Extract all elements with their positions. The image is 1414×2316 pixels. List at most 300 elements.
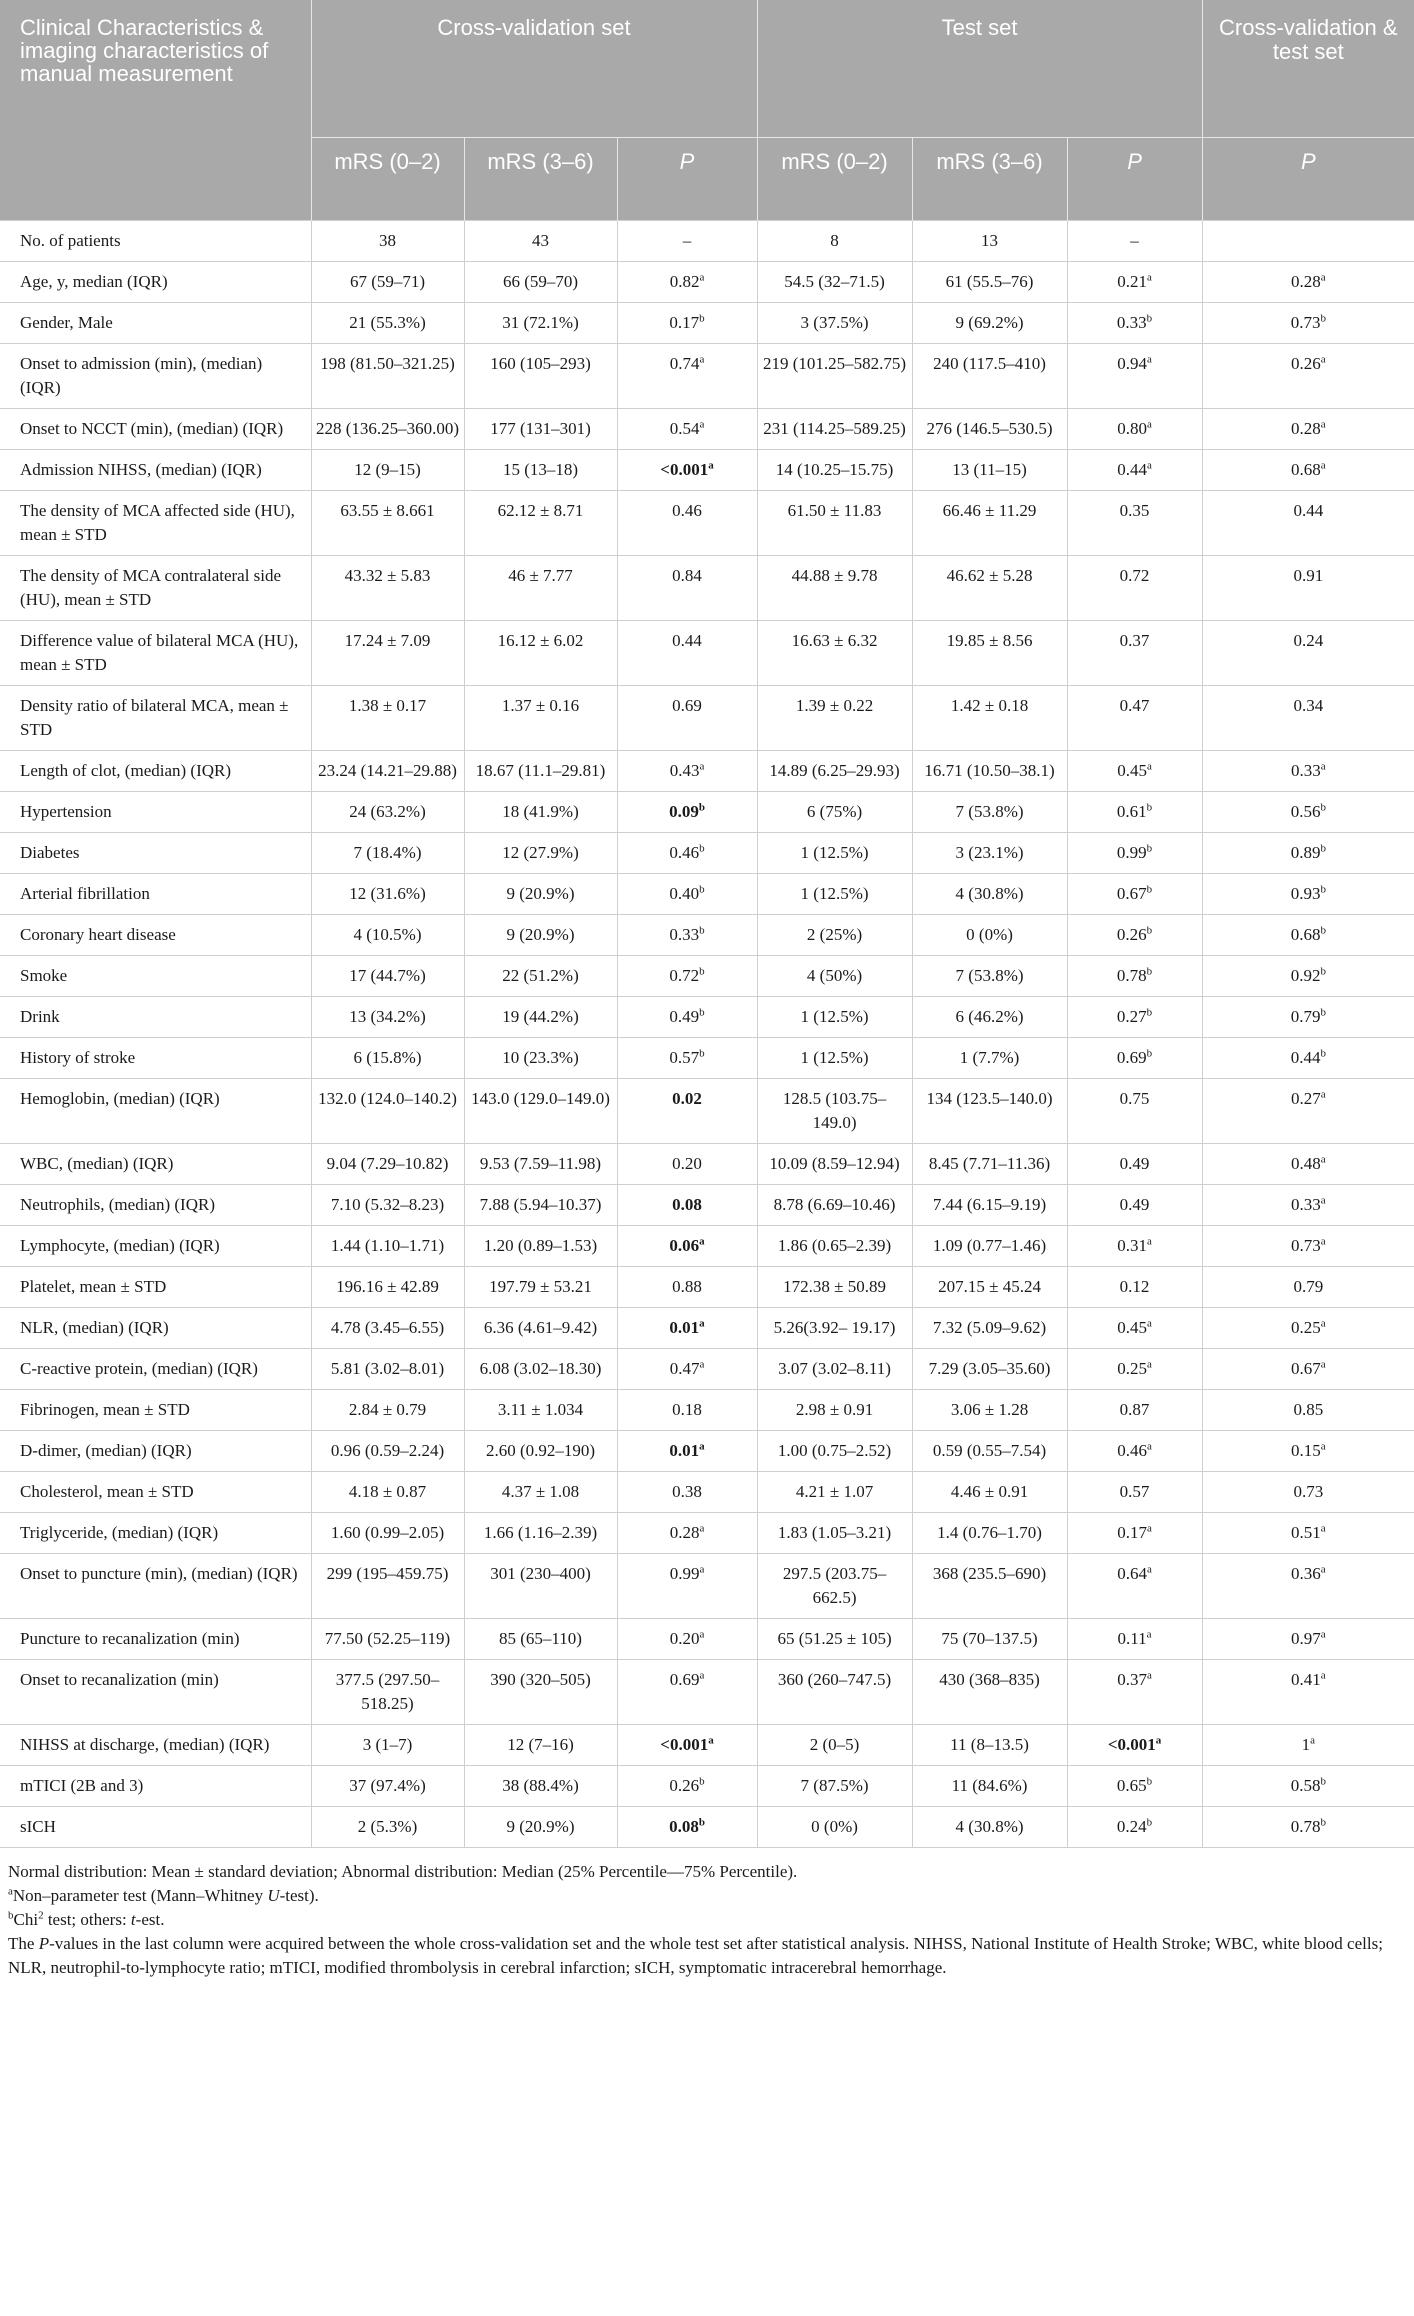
test-mrs-poor-cell: 0.59 (0.55–7.54) [912, 1431, 1067, 1472]
cv-p-cell: 0.38 [617, 1472, 757, 1513]
table-row [0, 1038, 1414, 1079]
test-mrs-poor-cell: 66.46 ± 11.29 [912, 491, 1067, 556]
test-mrs-good-cell: 14.89 (6.25–29.93) [757, 751, 912, 792]
test-p-cell: 0.44$^a$ [1067, 450, 1202, 491]
row-label: Gender, Male [0, 303, 311, 344]
table-row [0, 262, 1414, 303]
test-p-cell: 0.75 [1067, 1079, 1202, 1144]
test-mrs-poor-cell: 276 (146.5–530.5) [912, 409, 1067, 450]
test-mrs-poor-cell: 8.45 (7.71–11.36) [912, 1144, 1067, 1185]
test-mrs-good-cell: 7 (87.5%) [757, 1766, 912, 1807]
cv-p-cell: 0.43$^a$ [617, 751, 757, 792]
cv-p-cell: 0.02 [617, 1079, 757, 1144]
row-label: Smoke [0, 956, 311, 997]
header-cross-validation-set: Cross-validation set [311, 0, 757, 138]
test-p-cell: 0.21$^a$ [1067, 262, 1202, 303]
cv-mrs-good-cell: 377.5 (297.50– 518.25) [311, 1660, 464, 1725]
table-row [0, 1619, 1414, 1660]
test-p-cell: 0.87 [1067, 1390, 1202, 1431]
test-mrs-good-cell: 0 (0%) [757, 1807, 912, 1848]
row-label: Neutrophils, (median) (IQR) [0, 1185, 311, 1226]
test-p-cell: 0.25$^a$ [1067, 1349, 1202, 1390]
cv-p-cell: 0.99$^a$ [617, 1554, 757, 1619]
test-mrs-good-cell: 1 (12.5%) [757, 874, 912, 915]
all-p-cell: 0.26$^a$ [1202, 344, 1414, 409]
row-label: Diabetes [0, 833, 311, 874]
test-p-cell: – [1067, 221, 1202, 262]
cv-mrs-poor-cell: 43 [464, 221, 617, 262]
cv-mrs-poor-cell: 12 (27.9%) [464, 833, 617, 874]
header-cv-p: P [617, 138, 757, 221]
cv-mrs-poor-cell: 9.53 (7.59–11.98) [464, 1144, 617, 1185]
cv-mrs-poor-cell: 1.37 ± 0.16 [464, 686, 617, 751]
cv-mrs-poor-cell: 4.37 ± 1.08 [464, 1472, 617, 1513]
row-label: Coronary heart disease [0, 915, 311, 956]
cv-mrs-poor-cell: 3.11 ± 1.034 [464, 1390, 617, 1431]
test-mrs-good-cell: 54.5 (32–71.5) [757, 262, 912, 303]
test-mrs-good-cell: 10.09 (8.59–12.94) [757, 1144, 912, 1185]
all-p-cell: 0.56$^b$ [1202, 792, 1414, 833]
cv-p-cell: 0.09$^b$ [617, 792, 757, 833]
test-p-cell: 0.47 [1067, 686, 1202, 751]
table-row [0, 1660, 1414, 1725]
test-p-cell: 0.11$^a$ [1067, 1619, 1202, 1660]
all-p-cell: 0.15$^a$ [1202, 1431, 1414, 1472]
cv-p-cell: 0.06$^a$ [617, 1226, 757, 1267]
cv-mrs-poor-cell: 6.36 (4.61–9.42) [464, 1308, 617, 1349]
test-p-cell: 0.49 [1067, 1144, 1202, 1185]
all-p-cell: 0.58$^b$ [1202, 1766, 1414, 1807]
test-mrs-good-cell: 231 (114.25–589.25) [757, 409, 912, 450]
cv-mrs-good-cell: 1.44 (1.10–1.71) [311, 1226, 464, 1267]
test-mrs-poor-cell: 7 (53.8%) [912, 956, 1067, 997]
test-mrs-good-cell: 1 (12.5%) [757, 997, 912, 1038]
test-mrs-good-cell: 44.88 ± 9.78 [757, 556, 912, 621]
test-mrs-good-cell: 1.39 ± 0.22 [757, 686, 912, 751]
row-label: Puncture to recanalization (min) [0, 1619, 311, 1660]
cv-mrs-good-cell: 5.81 (3.02–8.01) [311, 1349, 464, 1390]
cv-mrs-good-cell: 13 (34.2%) [311, 997, 464, 1038]
all-p-cell: 0.28$^a$ [1202, 262, 1414, 303]
table-row [0, 621, 1414, 686]
cv-mrs-poor-cell: 31 (72.1%) [464, 303, 617, 344]
table-footnotes [0, 1848, 1414, 1980]
test-p-cell: 0.65$^b$ [1067, 1766, 1202, 1807]
all-p-cell: 0.36$^a$ [1202, 1554, 1414, 1619]
cv-mrs-good-cell: 1.38 ± 0.17 [311, 686, 464, 751]
table-header [0, 0, 1414, 221]
cv-mrs-poor-cell: 6.08 (3.02–18.30) [464, 1349, 617, 1390]
cv-mrs-poor-cell: 177 (131–301) [464, 409, 617, 450]
test-mrs-good-cell: 14 (10.25–15.75) [757, 450, 912, 491]
table-row [0, 792, 1414, 833]
row-label: Onset to puncture (min), (median) (IQR) [0, 1554, 311, 1619]
cv-p-cell: 0.54$^a$ [617, 409, 757, 450]
test-mrs-good-cell: 2.98 ± 0.91 [757, 1390, 912, 1431]
cv-mrs-good-cell: 77.50 (52.25–119) [311, 1619, 464, 1660]
test-mrs-good-cell: 1 (12.5%) [757, 833, 912, 874]
cv-mrs-poor-cell: 301 (230–400) [464, 1554, 617, 1619]
test-p-cell: 0.37 [1067, 621, 1202, 686]
cv-p-cell: – [617, 221, 757, 262]
test-mrs-poor-cell: 7 (53.8%) [912, 792, 1067, 833]
test-mrs-poor-cell: 240 (117.5–410) [912, 344, 1067, 409]
row-label: C-reactive protein, (median) (IQR) [0, 1349, 311, 1390]
cv-mrs-good-cell: 2 (5.3%) [311, 1807, 464, 1848]
test-mrs-poor-cell: 0 (0%) [912, 915, 1067, 956]
all-p-cell: 0.68$^a$ [1202, 450, 1414, 491]
test-mrs-good-cell: 219 (101.25–582.75) [757, 344, 912, 409]
table-row [0, 1079, 1414, 1144]
table-row [0, 1431, 1414, 1472]
test-p-cell: 0.69$^b$ [1067, 1038, 1202, 1079]
cv-mrs-good-cell: 17.24 ± 7.09 [311, 621, 464, 686]
test-mrs-good-cell: 297.5 (203.75–662.5) [757, 1554, 912, 1619]
row-label: No. of patients [0, 221, 311, 262]
test-p-cell: 0.61$^b$ [1067, 792, 1202, 833]
cv-mrs-poor-cell: 46 ± 7.77 [464, 556, 617, 621]
all-p-cell: 0.91 [1202, 556, 1414, 621]
cv-mrs-poor-cell: 85 (65–110) [464, 1619, 617, 1660]
cv-mrs-poor-cell: 16.12 ± 6.02 [464, 621, 617, 686]
row-label: Drink [0, 997, 311, 1038]
test-p-cell: 0.31$^a$ [1067, 1226, 1202, 1267]
test-mrs-poor-cell: 13 [912, 221, 1067, 262]
table-row [0, 344, 1414, 409]
row-label: Onset to admission (min), (median) (IQR) [0, 344, 311, 409]
all-p-cell: 0.93$^b$ [1202, 874, 1414, 915]
cv-p-cell: 0.44 [617, 621, 757, 686]
table-row [0, 1807, 1414, 1848]
cv-mrs-poor-cell: 18.67 (11.1–29.81) [464, 751, 617, 792]
all-p-cell: 0.41$^a$ [1202, 1660, 1414, 1725]
test-mrs-poor-cell: 3 (23.1%) [912, 833, 1067, 874]
cv-p-cell: 0.69 [617, 686, 757, 751]
test-mrs-poor-cell: 207.15 ± 45.24 [912, 1267, 1067, 1308]
test-p-cell: 0.45$^a$ [1067, 751, 1202, 792]
all-p-cell: 0.25$^a$ [1202, 1308, 1414, 1349]
all-p-cell: 0.44$^b$ [1202, 1038, 1414, 1079]
test-mrs-poor-cell: 368 (235.5–690) [912, 1554, 1067, 1619]
test-mrs-poor-cell: 4 (30.8%) [912, 1807, 1067, 1848]
cv-mrs-good-cell: 9.04 (7.29–10.82) [311, 1144, 464, 1185]
cv-mrs-good-cell: 23.24 (14.21–29.88) [311, 751, 464, 792]
test-mrs-good-cell: 360 (260–747.5) [757, 1660, 912, 1725]
cv-mrs-poor-cell: 19 (44.2%) [464, 997, 617, 1038]
test-mrs-poor-cell: 16.71 (10.50–38.1) [912, 751, 1067, 792]
test-mrs-poor-cell: 134 (123.5–140.0) [912, 1079, 1067, 1144]
test-mrs-good-cell: 6 (75%) [757, 792, 912, 833]
test-mrs-poor-cell: 6 (46.2%) [912, 997, 1067, 1038]
cv-mrs-poor-cell: 160 (105–293) [464, 344, 617, 409]
cv-p-cell: 0.46$^b$ [617, 833, 757, 874]
cv-p-cell: 0.82$^a$ [617, 262, 757, 303]
cv-mrs-poor-cell: 7.88 (5.94–10.37) [464, 1185, 617, 1226]
row-label: History of stroke [0, 1038, 311, 1079]
cv-mrs-good-cell: 17 (44.7%) [311, 956, 464, 997]
cv-mrs-good-cell: 4.78 (3.45–6.55) [311, 1308, 464, 1349]
table-row [0, 1472, 1414, 1513]
row-label: Fibrinogen, mean ± STD [0, 1390, 311, 1431]
test-p-cell: 0.78$^b$ [1067, 956, 1202, 997]
cv-p-cell: 0.49$^b$ [617, 997, 757, 1038]
all-p-cell: 0.73 [1202, 1472, 1414, 1513]
cv-mrs-poor-cell: 9 (20.9%) [464, 874, 617, 915]
test-p-cell: 0.45$^a$ [1067, 1308, 1202, 1349]
table-row [0, 303, 1414, 344]
row-label: The density of MCA contralateral side (HU), mean ± STD [0, 556, 311, 621]
cv-mrs-good-cell: 43.32 ± 5.83 [311, 556, 464, 621]
header-test-set: Test set [757, 0, 1202, 138]
row-label: Length of clot, (median) (IQR) [0, 751, 311, 792]
all-p-cell: 0.34 [1202, 686, 1414, 751]
cv-mrs-poor-cell: 1.20 (0.89–1.53) [464, 1226, 617, 1267]
cv-mrs-poor-cell: 143.0 (129.0–149.0) [464, 1079, 617, 1144]
header-cv-and-test: Cross-validation & test set [1202, 0, 1414, 138]
row-label: Age, y, median (IQR) [0, 262, 311, 303]
test-mrs-poor-cell: 1.4 (0.76–1.70) [912, 1513, 1067, 1554]
header-characteristics: Clinical Characteristics & imaging characteristics of manual measurement [0, 0, 311, 221]
cv-mrs-poor-cell: 9 (20.9%) [464, 915, 617, 956]
table-row [0, 1766, 1414, 1807]
test-p-cell: 0.49 [1067, 1185, 1202, 1226]
test-mrs-good-cell: 8.78 (6.69–10.46) [757, 1185, 912, 1226]
cv-mrs-poor-cell: 18 (41.9%) [464, 792, 617, 833]
cv-p-cell: 0.26$^b$ [617, 1766, 757, 1807]
cv-mrs-good-cell: 6 (15.8%) [311, 1038, 464, 1079]
table-row [0, 491, 1414, 556]
cv-mrs-poor-cell: 62.12 ± 8.71 [464, 491, 617, 556]
header-test-mrs-good: mRS (0–2) [757, 138, 912, 221]
test-mrs-poor-cell: 1 (7.7%) [912, 1038, 1067, 1079]
all-p-cell [1202, 221, 1414, 262]
test-mrs-poor-cell: 75 (70–137.5) [912, 1619, 1067, 1660]
table-row [0, 751, 1414, 792]
row-label: Density ratio of bilateral MCA, mean ± STD [0, 686, 311, 751]
cv-p-cell: 0.57$^b$ [617, 1038, 757, 1079]
row-label: Admission NIHSS, (median) (IQR) [0, 450, 311, 491]
cv-p-cell: 0.20 [617, 1144, 757, 1185]
test-mrs-poor-cell: 11 (8–13.5) [912, 1725, 1067, 1766]
row-label: NLR, (median) (IQR) [0, 1308, 311, 1349]
all-p-cell: 0.78$^b$ [1202, 1807, 1414, 1848]
cv-mrs-good-cell: 1.60 (0.99–2.05) [311, 1513, 464, 1554]
test-mrs-good-cell: 4 (50%) [757, 956, 912, 997]
row-label: Triglyceride, (median) (IQR) [0, 1513, 311, 1554]
table-row [0, 1349, 1414, 1390]
test-mrs-good-cell: 4.21 ± 1.07 [757, 1472, 912, 1513]
cv-mrs-poor-cell: 66 (59–70) [464, 262, 617, 303]
cv-mrs-good-cell: 0.96 (0.59–2.24) [311, 1431, 464, 1472]
cv-mrs-good-cell: 38 [311, 221, 464, 262]
cv-p-cell: 0.20$^a$ [617, 1619, 757, 1660]
footnote-a: $^a$Non–parameter test (Mann–Whitney U-test). [8, 1885, 319, 1905]
table-row [0, 1554, 1414, 1619]
test-mrs-poor-cell: 7.29 (3.05–35.60) [912, 1349, 1067, 1390]
all-p-cell: 0.79 [1202, 1267, 1414, 1308]
header-all-p: P [1202, 138, 1414, 221]
cv-p-cell: 0.40$^b$ [617, 874, 757, 915]
header-cv-mrs-poor: mRS (3–6) [464, 138, 617, 221]
cv-p-cell: 0.01$^a$ [617, 1308, 757, 1349]
cv-p-cell: 0.28$^a$ [617, 1513, 757, 1554]
test-p-cell: 0.67$^b$ [1067, 874, 1202, 915]
cv-p-cell: <0.001$^a$ [617, 450, 757, 491]
test-p-cell: 0.17$^a$ [1067, 1513, 1202, 1554]
table-row [0, 1390, 1414, 1431]
test-p-cell: 0.37$^a$ [1067, 1660, 1202, 1725]
test-mrs-good-cell: 5.26(3.92– 19.17) [757, 1308, 912, 1349]
cv-mrs-good-cell: 12 (9–15) [311, 450, 464, 491]
cv-p-cell: 0.08$^b$ [617, 1807, 757, 1848]
table-row [0, 686, 1414, 751]
test-mrs-good-cell: 1 (12.5%) [757, 1038, 912, 1079]
test-p-cell: <0.001$^a$ [1067, 1725, 1202, 1766]
table-row [0, 1308, 1414, 1349]
row-label: mTICI (2B and 3) [0, 1766, 311, 1807]
test-mrs-poor-cell: 4 (30.8%) [912, 874, 1067, 915]
cv-mrs-poor-cell: 15 (13–18) [464, 450, 617, 491]
test-p-cell: 0.26$^b$ [1067, 915, 1202, 956]
test-mrs-good-cell: 3 (37.5%) [757, 303, 912, 344]
table-row [0, 450, 1414, 491]
table-row [0, 1226, 1414, 1267]
test-p-cell: 0.72 [1067, 556, 1202, 621]
all-p-cell: 0.33$^a$ [1202, 1185, 1414, 1226]
table-row [0, 1725, 1414, 1766]
cv-p-cell: 0.88 [617, 1267, 757, 1308]
test-p-cell: 0.94$^a$ [1067, 344, 1202, 409]
row-label: NIHSS at discharge, (median) (IQR) [0, 1725, 311, 1766]
test-mrs-good-cell: 16.63 ± 6.32 [757, 621, 912, 686]
test-p-cell: 0.80$^a$ [1067, 409, 1202, 450]
test-p-cell: 0.99$^b$ [1067, 833, 1202, 874]
table-row [0, 409, 1414, 450]
test-mrs-poor-cell: 4.46 ± 0.91 [912, 1472, 1067, 1513]
cv-mrs-good-cell: 132.0 (124.0–140.2) [311, 1079, 464, 1144]
test-p-cell: 0.33$^b$ [1067, 303, 1202, 344]
all-p-cell: 0.27$^a$ [1202, 1079, 1414, 1144]
row-label: Hypertension [0, 792, 311, 833]
row-label: Lymphocyte, (median) (IQR) [0, 1226, 311, 1267]
table-row [0, 997, 1414, 1038]
footnote-b: $^b$Chi$^2$ test; others: t-est. [8, 1909, 165, 1929]
cv-mrs-good-cell: 3 (1–7) [311, 1725, 464, 1766]
cv-mrs-good-cell: 37 (97.4%) [311, 1766, 464, 1807]
all-p-cell: 0.73$^b$ [1202, 303, 1414, 344]
cv-mrs-good-cell: 7 (18.4%) [311, 833, 464, 874]
all-p-cell: 0.68$^b$ [1202, 915, 1414, 956]
all-p-cell: 0.92$^b$ [1202, 956, 1414, 997]
test-p-cell: 0.27$^b$ [1067, 997, 1202, 1038]
test-mrs-good-cell: 2 (25%) [757, 915, 912, 956]
cv-p-cell: 0.72$^b$ [617, 956, 757, 997]
cv-mrs-poor-cell: 1.66 (1.16–2.39) [464, 1513, 617, 1554]
header-test-p: P [1067, 138, 1202, 221]
all-p-cell: 0.28$^a$ [1202, 409, 1414, 450]
cv-mrs-good-cell: 63.55 ± 8.661 [311, 491, 464, 556]
cv-p-cell: 0.01$^a$ [617, 1431, 757, 1472]
test-p-cell: 0.64$^a$ [1067, 1554, 1202, 1619]
test-mrs-good-cell: 8 [757, 221, 912, 262]
table-row [0, 1267, 1414, 1308]
cv-mrs-poor-cell: 197.79 ± 53.21 [464, 1267, 617, 1308]
cv-p-cell: 0.74$^a$ [617, 344, 757, 409]
row-label: D-dimer, (median) (IQR) [0, 1431, 311, 1472]
table-row [0, 874, 1414, 915]
cv-mrs-good-cell: 198 (81.50–321.25) [311, 344, 464, 409]
cv-mrs-good-cell: 196.16 ± 42.89 [311, 1267, 464, 1308]
test-mrs-poor-cell: 46.62 ± 5.28 [912, 556, 1067, 621]
test-p-cell: 0.46$^a$ [1067, 1431, 1202, 1472]
cv-p-cell: 0.17$^b$ [617, 303, 757, 344]
all-p-cell: 0.48$^a$ [1202, 1144, 1414, 1185]
row-label: Arterial fibrillation [0, 874, 311, 915]
cv-mrs-poor-cell: 9 (20.9%) [464, 1807, 617, 1848]
test-mrs-poor-cell: 9 (69.2%) [912, 303, 1067, 344]
row-label: Difference value of bilateral MCA (HU), mean ± STD [0, 621, 311, 686]
table-row [0, 915, 1414, 956]
test-mrs-good-cell: 2 (0–5) [757, 1725, 912, 1766]
cv-mrs-good-cell: 21 (55.3%) [311, 303, 464, 344]
cv-p-cell: 0.69$^a$ [617, 1660, 757, 1725]
row-label: Cholesterol, mean ± STD [0, 1472, 311, 1513]
test-mrs-good-cell: 1.86 (0.65–2.39) [757, 1226, 912, 1267]
cv-mrs-poor-cell: 22 (51.2%) [464, 956, 617, 997]
cv-mrs-poor-cell: 10 (23.3%) [464, 1038, 617, 1079]
cv-p-cell: 0.08 [617, 1185, 757, 1226]
test-mrs-good-cell: 1.00 (0.75–2.52) [757, 1431, 912, 1472]
test-mrs-poor-cell: 13 (11–15) [912, 450, 1067, 491]
table-row [0, 221, 1414, 262]
table-row [0, 956, 1414, 997]
all-p-cell: 0.33$^a$ [1202, 751, 1414, 792]
all-p-cell: 0.85 [1202, 1390, 1414, 1431]
all-p-cell: 0.24 [1202, 621, 1414, 686]
table-row [0, 833, 1414, 874]
test-mrs-good-cell: 61.50 ± 11.83 [757, 491, 912, 556]
test-mrs-poor-cell: 11 (84.6%) [912, 1766, 1067, 1807]
table-body [0, 221, 1414, 1848]
cv-p-cell: 0.47$^a$ [617, 1349, 757, 1390]
table-row [0, 1513, 1414, 1554]
all-p-cell: 0.44 [1202, 491, 1414, 556]
test-mrs-poor-cell: 3.06 ± 1.28 [912, 1390, 1067, 1431]
cv-mrs-good-cell: 299 (195–459.75) [311, 1554, 464, 1619]
all-p-cell: 0.67$^a$ [1202, 1349, 1414, 1390]
cv-mrs-good-cell: 4.18 ± 0.87 [311, 1472, 464, 1513]
test-mrs-good-cell: 65 (51.25 ± 105) [757, 1619, 912, 1660]
cv-p-cell: 0.84 [617, 556, 757, 621]
test-mrs-poor-cell: 430 (368–835) [912, 1660, 1067, 1725]
cv-mrs-good-cell: 67 (59–71) [311, 262, 464, 303]
test-p-cell: 0.12 [1067, 1267, 1202, 1308]
cv-p-cell: 0.18 [617, 1390, 757, 1431]
footnote-abbreviations: The P-values in the last column were acquired between the whole cross-validation set and the whole test set after statistical analysis. NIHSS, National Institute of Health Stroke; WBC, white blood cells; NLR, neutrophil-to-lymphocyte ratio; mTICI, modified thrombolysis in cerebral infarction; sICH, symptomatic intracerebral hemorrhage. [8, 1934, 1383, 1977]
row-label: WBC, (median) (IQR) [0, 1144, 311, 1185]
cv-mrs-good-cell: 12 (31.6%) [311, 874, 464, 915]
test-mrs-poor-cell: 7.44 (6.15–9.19) [912, 1185, 1067, 1226]
cv-p-cell: <0.001$^a$ [617, 1725, 757, 1766]
test-mrs-poor-cell: 61 (55.5–76) [912, 262, 1067, 303]
footnote-distribution: Normal distribution: Mean ± standard deviation; Abnormal distribution: Median (25% Percentile—75% Percentile). [8, 1862, 798, 1881]
row-label: The density of MCA affected side (HU), mean ± STD [0, 491, 311, 556]
test-mrs-poor-cell: 19.85 ± 8.56 [912, 621, 1067, 686]
all-p-cell: 0.79$^b$ [1202, 997, 1414, 1038]
cv-mrs-good-cell: 228 (136.25–360.00) [311, 409, 464, 450]
test-p-cell: 0.57 [1067, 1472, 1202, 1513]
cv-mrs-poor-cell: 2.60 (0.92–190) [464, 1431, 617, 1472]
